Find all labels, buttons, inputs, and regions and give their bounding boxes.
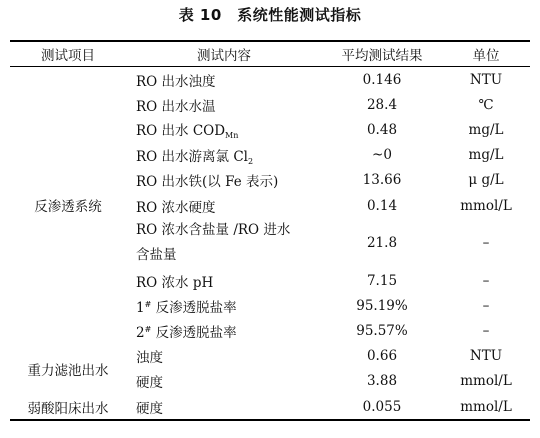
row-value: 7.15	[366, 272, 398, 289]
row-item: RO 浓水 pH	[136, 274, 214, 291]
row-unit: –	[482, 272, 490, 289]
row-unit: –	[482, 235, 490, 252]
row-item-line2: 含盐量	[136, 247, 177, 264]
row-item: RO 出水浊度	[136, 73, 216, 90]
row-unit: NTU	[469, 71, 503, 88]
row-item: RO 浓水硬度	[136, 199, 216, 216]
row-unit: mmol/L	[460, 373, 512, 390]
row-unit: mg/L	[468, 147, 504, 164]
row-unit: μ g/L	[468, 172, 504, 189]
row-unit: mg/L	[468, 121, 504, 138]
header-average-result: 平均测试结果	[322, 41, 442, 67]
row-value: 0.66	[366, 348, 398, 365]
header-test-project: 测试项目	[10, 41, 126, 67]
row-item	[126, 293, 322, 318]
row-unit: mmol/L	[460, 398, 512, 415]
row-value: 21.8	[366, 235, 398, 252]
row-value: 3.88	[366, 373, 398, 390]
row-item: 浊度	[136, 350, 163, 367]
row-value: 0.055	[362, 398, 402, 415]
header-unit: 单位	[442, 41, 530, 67]
row-value: ~0	[372, 147, 392, 164]
row-item: RO 出水铁(以 Fe 表示)	[136, 174, 279, 191]
performance-table	[10, 40, 530, 421]
row-item: 硬度	[136, 400, 163, 417]
row-unit: ℃	[478, 96, 494, 113]
row-item-main: RO 出水游离氯 Cl	[136, 148, 248, 165]
row-value: 13.66	[362, 172, 402, 189]
table-row	[10, 344, 530, 369]
row-item-subscript: Mn	[225, 131, 239, 141]
table-header-row	[10, 41, 530, 67]
row-item-subscript: 2	[247, 156, 254, 166]
table-row	[10, 67, 530, 93]
table-row	[10, 394, 530, 420]
row-item-line1: RO 浓水含盐量 /RO 进水	[136, 222, 291, 239]
row-unit: –	[482, 297, 490, 314]
row-unit: –	[482, 323, 490, 340]
row-unit: NTU	[469, 348, 503, 365]
row-item-number: 1	[136, 299, 145, 316]
row-item-superscript: #	[144, 325, 152, 335]
row-item-text: 反渗透脱盐率	[151, 299, 237, 316]
table-title: 表 10 系统性能测试指标	[178, 6, 362, 24]
row-item-superscript: #	[144, 299, 152, 309]
row-item-number: 2	[136, 325, 145, 342]
group-gravity-filter: 重力滤池出水	[27, 362, 109, 379]
row-item-text: 反渗透脱盐率	[151, 325, 237, 342]
row-value: 28.4	[366, 96, 398, 113]
row-item	[126, 143, 322, 168]
row-value: 0.48	[366, 121, 398, 138]
row-item	[126, 319, 322, 344]
row-value: 0.146	[362, 71, 402, 88]
row-item-main: RO 出水 COD	[136, 123, 226, 140]
row-item: RO 出水水温	[136, 98, 216, 115]
group-reverse-osmosis: 反渗透系统	[34, 199, 102, 216]
row-unit: mmol/L	[460, 197, 512, 214]
header-test-content: 测试内容	[126, 41, 322, 67]
row-value: 95.57%	[356, 323, 408, 340]
row-value: 0.14	[366, 197, 398, 214]
row-value: 95.19%	[356, 297, 408, 314]
group-weak-acid-cation-bed: 弱酸阳床出水	[27, 400, 109, 417]
row-item: 硬度	[136, 375, 163, 392]
row-item	[126, 218, 322, 268]
row-item	[126, 117, 322, 142]
